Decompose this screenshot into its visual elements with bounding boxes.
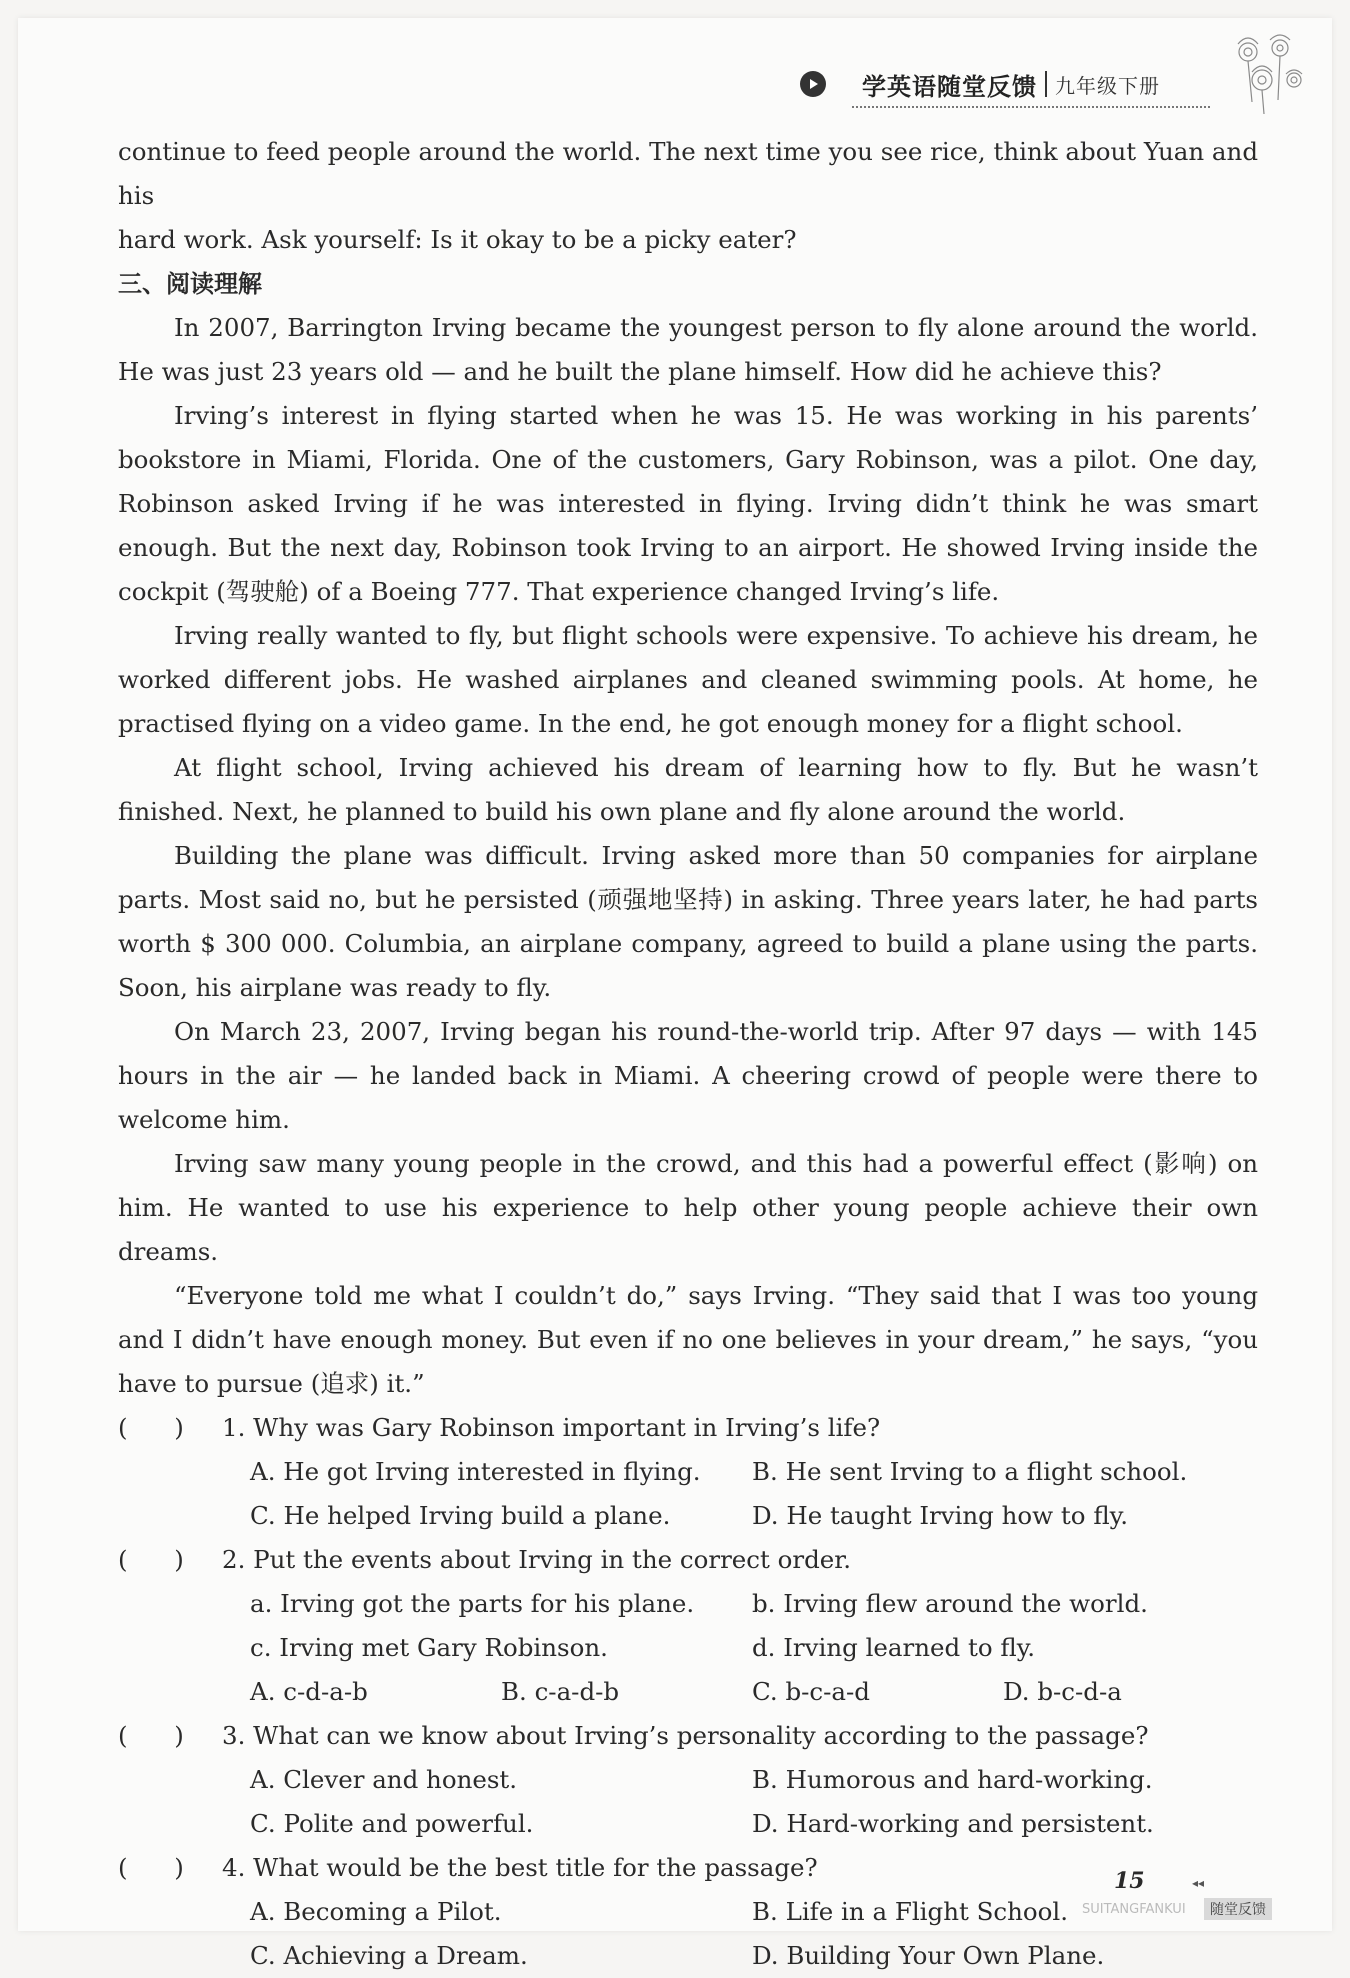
event-item: c. Irving met Gary Robinson. <box>250 1633 608 1662</box>
play-icon <box>800 71 826 97</box>
option: C. b-c-a-d <box>752 1677 870 1706</box>
option: B. Humorous and hard-working. <box>752 1765 1153 1794</box>
header-dotted-rule <box>852 106 1210 108</box>
option: A. c-d-a-b <box>250 1677 368 1706</box>
answer-blank[interactable]: ( ) <box>118 1853 184 1882</box>
flower-decoration-icon <box>1218 22 1318 122</box>
question-stem: 1. Why was Gary Robinson important in Irving’s life? <box>222 1413 881 1442</box>
page-number: 15 <box>1114 1868 1145 1894</box>
answer-blank[interactable]: ( ) <box>118 1413 184 1442</box>
book-title: 学英语随堂反馈 <box>862 72 1037 101</box>
footer-brand: SUITANGFANKUI <box>1082 1902 1186 1917</box>
option: A. Clever and honest. <box>250 1765 518 1794</box>
intro-line: continue to feed people around the world. The next time you see rice, think about Yuan and his <box>118 137 1258 210</box>
question-1-options <box>118 1450 1258 1538</box>
passage-paragraph: Irving really wanted to fly, but flight schools were expensive. To achieve his dream, he worked different jobs. He washed airplanes and cleaned swimming pools. At home, he practised flying on a video game. In the end, he got enough money for a flight school. <box>118 621 1258 738</box>
option: B. He sent Irving to a flight school. <box>752 1457 1188 1486</box>
question-3-options <box>118 1758 1258 1846</box>
page-content <box>118 130 1258 1978</box>
option: A. Becoming a Pilot. <box>250 1897 502 1926</box>
question-1 <box>118 1406 1258 1450</box>
answer-blank[interactable]: ( ) <box>118 1721 184 1750</box>
passage-paragraph: Irving’s interest in flying started when he was 15. He was working in his parents’ bookstore in Miami, Florida. One of the customers, Gary Robinson, was a pilot. One day, Robinson asked Irving if he was interested in flying. Irving didn’t think he was smart enough. But the next day, Robinson took Irving to an airport. He showed Irving inside the cockpit (驾驶舱) of a Boeing 777. That experience changed Irving’s life. <box>118 401 1258 606</box>
answer-blank[interactable]: ( ) <box>118 1545 184 1574</box>
passage-paragraph: On March 23, 2007, Irving began his round-the-world trip. After 97 days — with 145 hours in the air — he landed back in Miami. A cheering crowd of people were there to welcome him. <box>118 1017 1258 1134</box>
question-2-options <box>118 1582 1258 1714</box>
option: B. Life in a Flight School. <box>752 1897 1069 1926</box>
arrow-left-icon: ◂◂ <box>1192 1876 1205 1890</box>
option: D. Hard-working and persistent. <box>752 1809 1154 1838</box>
intro-line: hard work. Ask yourself: Is it okay to be a picky eater? <box>118 225 797 254</box>
option: C. Achieving a Dream. <box>250 1941 528 1970</box>
passage-paragraph: At flight school, Irving achieved his dream of learning how to fly. But he wasn’t finished. Next, he planned to build his own plane and fly alone around the world. <box>118 753 1258 826</box>
event-item: a. Irving got the parts for his plane. <box>250 1589 695 1618</box>
question-3 <box>118 1714 1258 1758</box>
option: D. b-c-d-a <box>1003 1677 1122 1706</box>
question-2 <box>118 1538 1258 1582</box>
option: B. c-a-d-b <box>501 1677 620 1706</box>
event-item: d. Irving learned to fly. <box>752 1633 1036 1662</box>
passage-paragraph: Irving saw many young people in the crowd, and this had a powerful effect (影响) on him. He wanted to use his experience to help other young people achieve their own dreams. <box>118 1149 1258 1266</box>
event-item: b. Irving flew around the world. <box>752 1589 1148 1618</box>
book-subtitle: 九年级下册 <box>1055 73 1160 98</box>
option: D. Building Your Own Plane. <box>752 1941 1105 1970</box>
option: D. He taught Irving how to fly. <box>752 1501 1129 1530</box>
passage-paragraph: In 2007, Barrington Irving became the youngest person to fly alone around the world. He was just 23 years old — and he built the plane himself. How did he achieve this? <box>118 313 1258 386</box>
option: A. He got Irving interested in flying. <box>250 1457 701 1486</box>
section-heading: 三、阅读理解 <box>118 270 262 298</box>
question-4 <box>118 1846 1258 1890</box>
option: C. He helped Irving build a plane. <box>250 1501 671 1530</box>
passage-paragraph: Building the plane was difficult. Irving asked more than 50 companies for airplane parts. Most said no, but he persisted (顽强地坚持) in asking. Three years later, he had parts worth $ 300 000. Columbia, an airplane company, agreed to build a plane using the parts. Soon, his airplane was ready to fly. <box>118 841 1258 1002</box>
page-header <box>800 62 1220 106</box>
footer-badge: 随堂反馈 <box>1204 1898 1272 1920</box>
question-stem: 4. What would be the best title for the passage? <box>222 1853 818 1882</box>
passage-paragraph: “Everyone told me what I couldn’t do,” says Irving. “They said that I was too young and I didn’t have enough money. But even if no one believes in your dream,” he says, “you have to pursue (追求) it.” <box>118 1281 1258 1398</box>
question-stem: 3. What can we know about Irving’s personality according to the passage? <box>222 1721 1149 1750</box>
question-stem: 2. Put the events about Irving in the correct order. <box>222 1545 852 1574</box>
option: C. Polite and powerful. <box>250 1809 534 1838</box>
header-divider <box>1045 71 1047 97</box>
